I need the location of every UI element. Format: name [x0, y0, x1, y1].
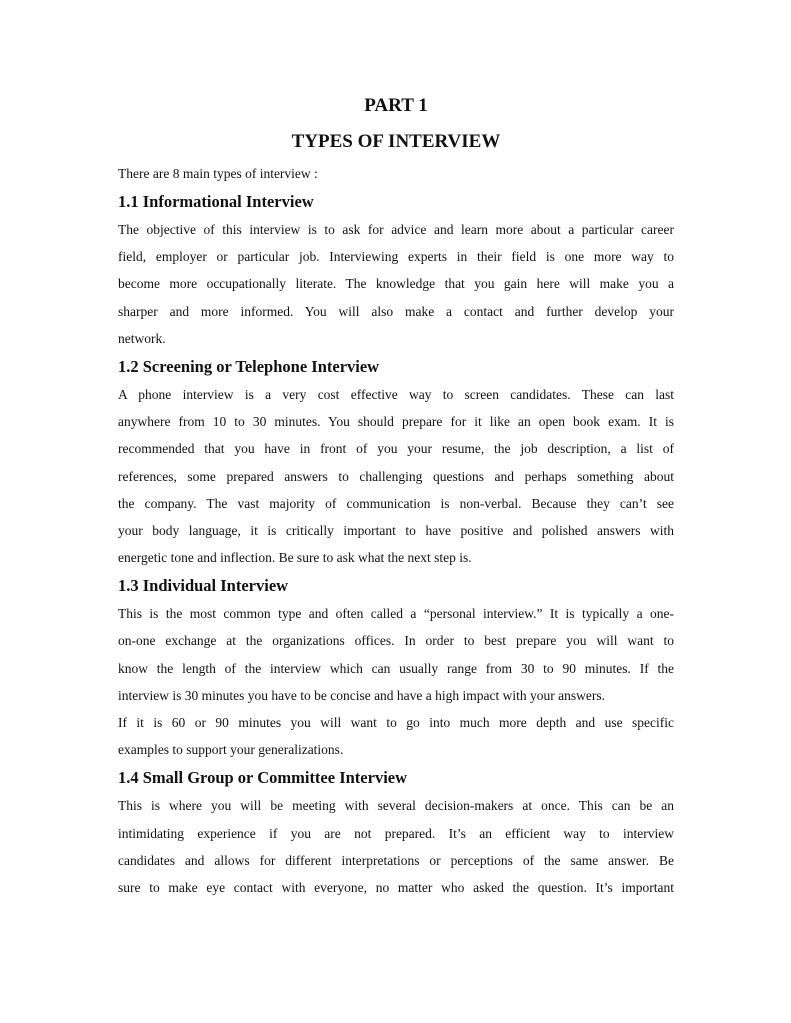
- paragraph-line: This is where you will be meeting with several decision-makers at once. This can be an: [118, 798, 674, 814]
- paragraph-line: intimidating experience if you are not prepared. It’s an efficient way to interview: [118, 825, 674, 841]
- paragraph-line: on-one exchange at the organizations offices. In order to best prepare you will want to: [118, 633, 674, 649]
- paragraph-line: know the length of the interview which can usually range from 30 to 90 minutes. If the: [118, 660, 674, 676]
- paragraph-line: recommended that you have in front of you your resume, the job description, a list of: [118, 441, 674, 457]
- paragraph-line: your body language, it is critically important to have positive and polished answers with: [118, 522, 674, 538]
- paragraph-line: sure to make eye contact with everyone, no matter who asked the question. It’s important: [118, 879, 674, 895]
- paragraph-line: interview is 30 minutes you have to be concise and have a high impact with your answers.: [118, 687, 606, 703]
- section-paragraph-individual: [118, 600, 674, 763]
- paragraph-line: anywhere from 10 to 30 minutes. You should prepare for it like an open book exam. It is: [118, 414, 674, 430]
- part-title: PART 1: [364, 95, 428, 116]
- section-paragraph-informational: [118, 216, 674, 352]
- paragraph-line: candidates and allows for different interpretations or perceptions of the same answer. Be: [118, 852, 674, 868]
- document-title: TYPES OF INTERVIEW: [291, 131, 501, 152]
- document-page: [118, 88, 674, 901]
- paragraph-line: A phone interview is a very cost effective way to screen candidates. These can last: [118, 386, 674, 402]
- paragraph-line: energetic tone and inflection. Be sure to ask what the next step is.: [118, 550, 472, 566]
- section-heading-individual: 1.3 Individual Interview: [118, 576, 289, 596]
- paragraph-line: network.: [118, 330, 166, 346]
- paragraph-line: sharper and more informed. You will also make a contact and further develop your: [118, 303, 674, 319]
- paragraph-line: This is the most common type and often called a “personal interview.” It is typically a one-: [118, 606, 674, 622]
- paragraph-line: field, employer or particular job. Interviewing experts in their field is one more way to: [118, 249, 674, 265]
- section-heading-small-group: 1.4 Small Group or Committee Interview: [118, 768, 408, 788]
- intro-text: There are 8 main types of interview :: [118, 166, 318, 181]
- paragraph-line: If it is 60 or 90 minutes you will want to go into much more depth and use specific: [118, 715, 674, 730]
- section-paragraph-screening: [118, 381, 674, 571]
- paragraph-line: become more occupationally literate. The knowledge that you gain here will make you a: [118, 276, 674, 292]
- paragraph-line: The objective of this interview is to ask for advice and learn more about a particular career: [118, 222, 674, 237]
- section-heading-informational: 1.1 Informational Interview: [118, 192, 314, 211]
- paragraph-line: examples to support your generalizations.: [118, 742, 344, 758]
- section-paragraph-small-group: [118, 792, 674, 901]
- paragraph-line: references, some prepared answers to challenging questions and perhaps something about: [118, 468, 674, 484]
- paragraph-line: the company. The vast majority of communication is non-verbal. Because they can’t see: [118, 495, 674, 511]
- section-heading-screening: 1.2 Screening or Telephone Interview: [118, 356, 380, 376]
